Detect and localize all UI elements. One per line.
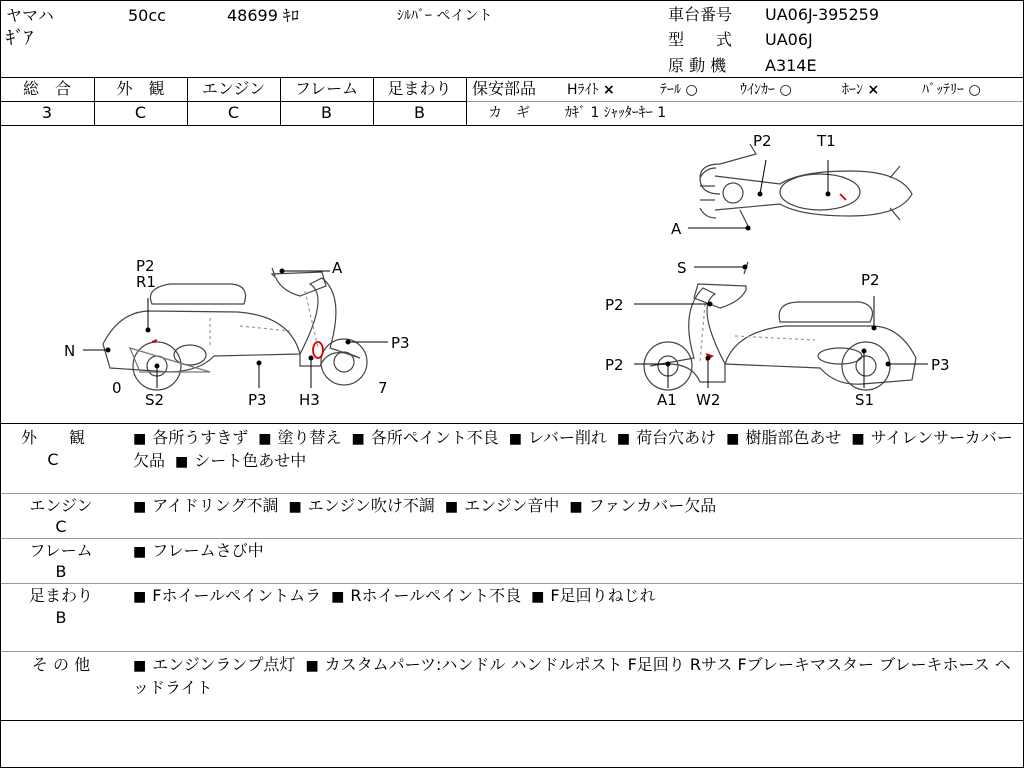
safety-winker-name: ｳｲﾝｶｰ [740,82,775,98]
label-top-a: A [671,220,682,238]
label-left-seven: 7 [378,379,388,397]
grade-engine-label: エンジン [201,79,266,98]
detail-suspension-grade: B [55,608,67,627]
safety-battery-name: ﾊﾞｯﾃﾘｰ [922,82,964,98]
grade-engine-value: C [227,103,240,122]
mileage-value: 48699 [227,6,278,25]
label-right-p2-top: P2 [861,271,880,289]
detail-item: ■ 各所うすきず [133,428,248,447]
detail-item: ■ Fホイールペイントムラ [133,586,321,605]
detail-item: ■ ファンカバー欠品 [569,496,716,515]
detail-other-title: そ の 他 [31,655,91,674]
detail-exterior-title: 外 観 [20,428,85,447]
label-right-p2-low: P2 [605,356,624,374]
detail-frame-title: フレーム [29,541,93,560]
safety-label: 保安部品 [472,79,537,98]
detail-engine-title: エンジン [29,496,93,515]
type-label: 型 式 [668,30,733,49]
chassis-value: UA06J-395259 [765,5,880,24]
label-right-p3: P3 [931,356,950,374]
grade-frame-label: フレーム [294,79,359,98]
grade-suspension-label: 足まわり [387,79,452,98]
detail-item: ■ F足回りねじれ [531,586,655,605]
grade-total-label: 総 合 [22,79,71,98]
label-top-p2: P2 [753,132,772,150]
label-left-s2: S2 [145,391,165,409]
label-left-p3-bottom: P3 [248,391,267,409]
detail-item: ■ Rホイールペイント不良 [331,586,521,605]
label-left-a: A [332,259,343,277]
detail-suspension-title: 足まわり [28,586,93,605]
safety-tail-name: ﾃｰﾙ [660,82,681,98]
detail-item: ■ シート色あせ中 [175,451,306,470]
safety-winker-mark: ○ [779,82,792,98]
label-left-n: N [64,342,76,360]
engine-value: A314E [765,56,817,75]
safety-headlight-mark: × [602,82,615,98]
type-value: UA06J [765,30,813,49]
grade-exterior-value: C [134,103,147,122]
label-left-h3: H3 [299,391,320,409]
key-label: カ ギ [488,105,530,121]
label-left-p2: P2 [136,257,155,275]
label-left-r1: R1 [136,273,156,291]
detail-engine-grade: C [55,517,67,536]
label-right-s1: S1 [855,391,875,409]
detail-item: ■ 各所ペイント不良 [352,428,499,447]
detail-exterior-grade: C [47,450,59,469]
safety-tail-mark: ○ [685,82,698,98]
detail-item: ■ エンジン吹け不調 [288,496,434,515]
engine-label: 原 動 機 [668,56,727,75]
detail-item: ■ レバー削れ [509,428,607,447]
label-left-zero: 0 [112,379,122,397]
color-text: ｼﾙﾊﾞｰ ペイント [397,8,493,24]
grade-total-value: 3 [41,103,53,122]
label-top-t1: T1 [817,132,836,150]
grade-suspension-value: B [414,103,425,122]
label-right-p2-mid: P2 [605,296,624,314]
label-left-p3: P3 [391,334,410,352]
detail-item: ■ エンジンランプ点灯 [133,655,295,674]
safety-headlight-name: Hﾗｲﾄ [567,82,599,98]
safety-horn-name: ﾎｰﾝ [842,82,863,98]
maker-text: ヤマハ [6,6,54,25]
detail-item: ■ 塗り替え [258,428,341,447]
detail-item: ■ アイドリング不調 [133,496,278,515]
grade-frame-value: B [321,103,332,122]
detail-item: ■ 荷台穴あけ [617,428,716,447]
detail-item: ■ サイレンサーカバー欠品 [133,428,1013,470]
detail-frame-grade: B [55,562,67,581]
safety-battery-mark: ○ [968,82,981,98]
detail-item: ■ カスタムパーツ:ハンドル ハンドルポスト F足回り Rサス Fブレーキマスター ブレーキホース ヘッドライト [133,655,1011,697]
key-value: ｶｷﾞ 1 ｼｬｯﾀｰｷｰ 1 [565,105,667,121]
safety-horn-mark: × [867,82,880,98]
model-name: ｷﾞｱ [6,28,33,49]
detail-item: ■ 樹脂部色あせ [726,428,841,447]
detail-item: ■ フレームさび中 [133,541,264,560]
label-right-a1: A1 [657,391,677,409]
grade-exterior-label: 外 観 [116,79,165,98]
mileage-unit: ｷﾛ [283,6,300,25]
detail-item: ■ エンジン音中 [445,496,559,515]
displacement-text: 50cc [128,6,166,25]
chassis-label: 車台番号 [668,5,733,24]
label-right-s: S [677,259,687,277]
label-right-w2: W2 [696,391,721,409]
